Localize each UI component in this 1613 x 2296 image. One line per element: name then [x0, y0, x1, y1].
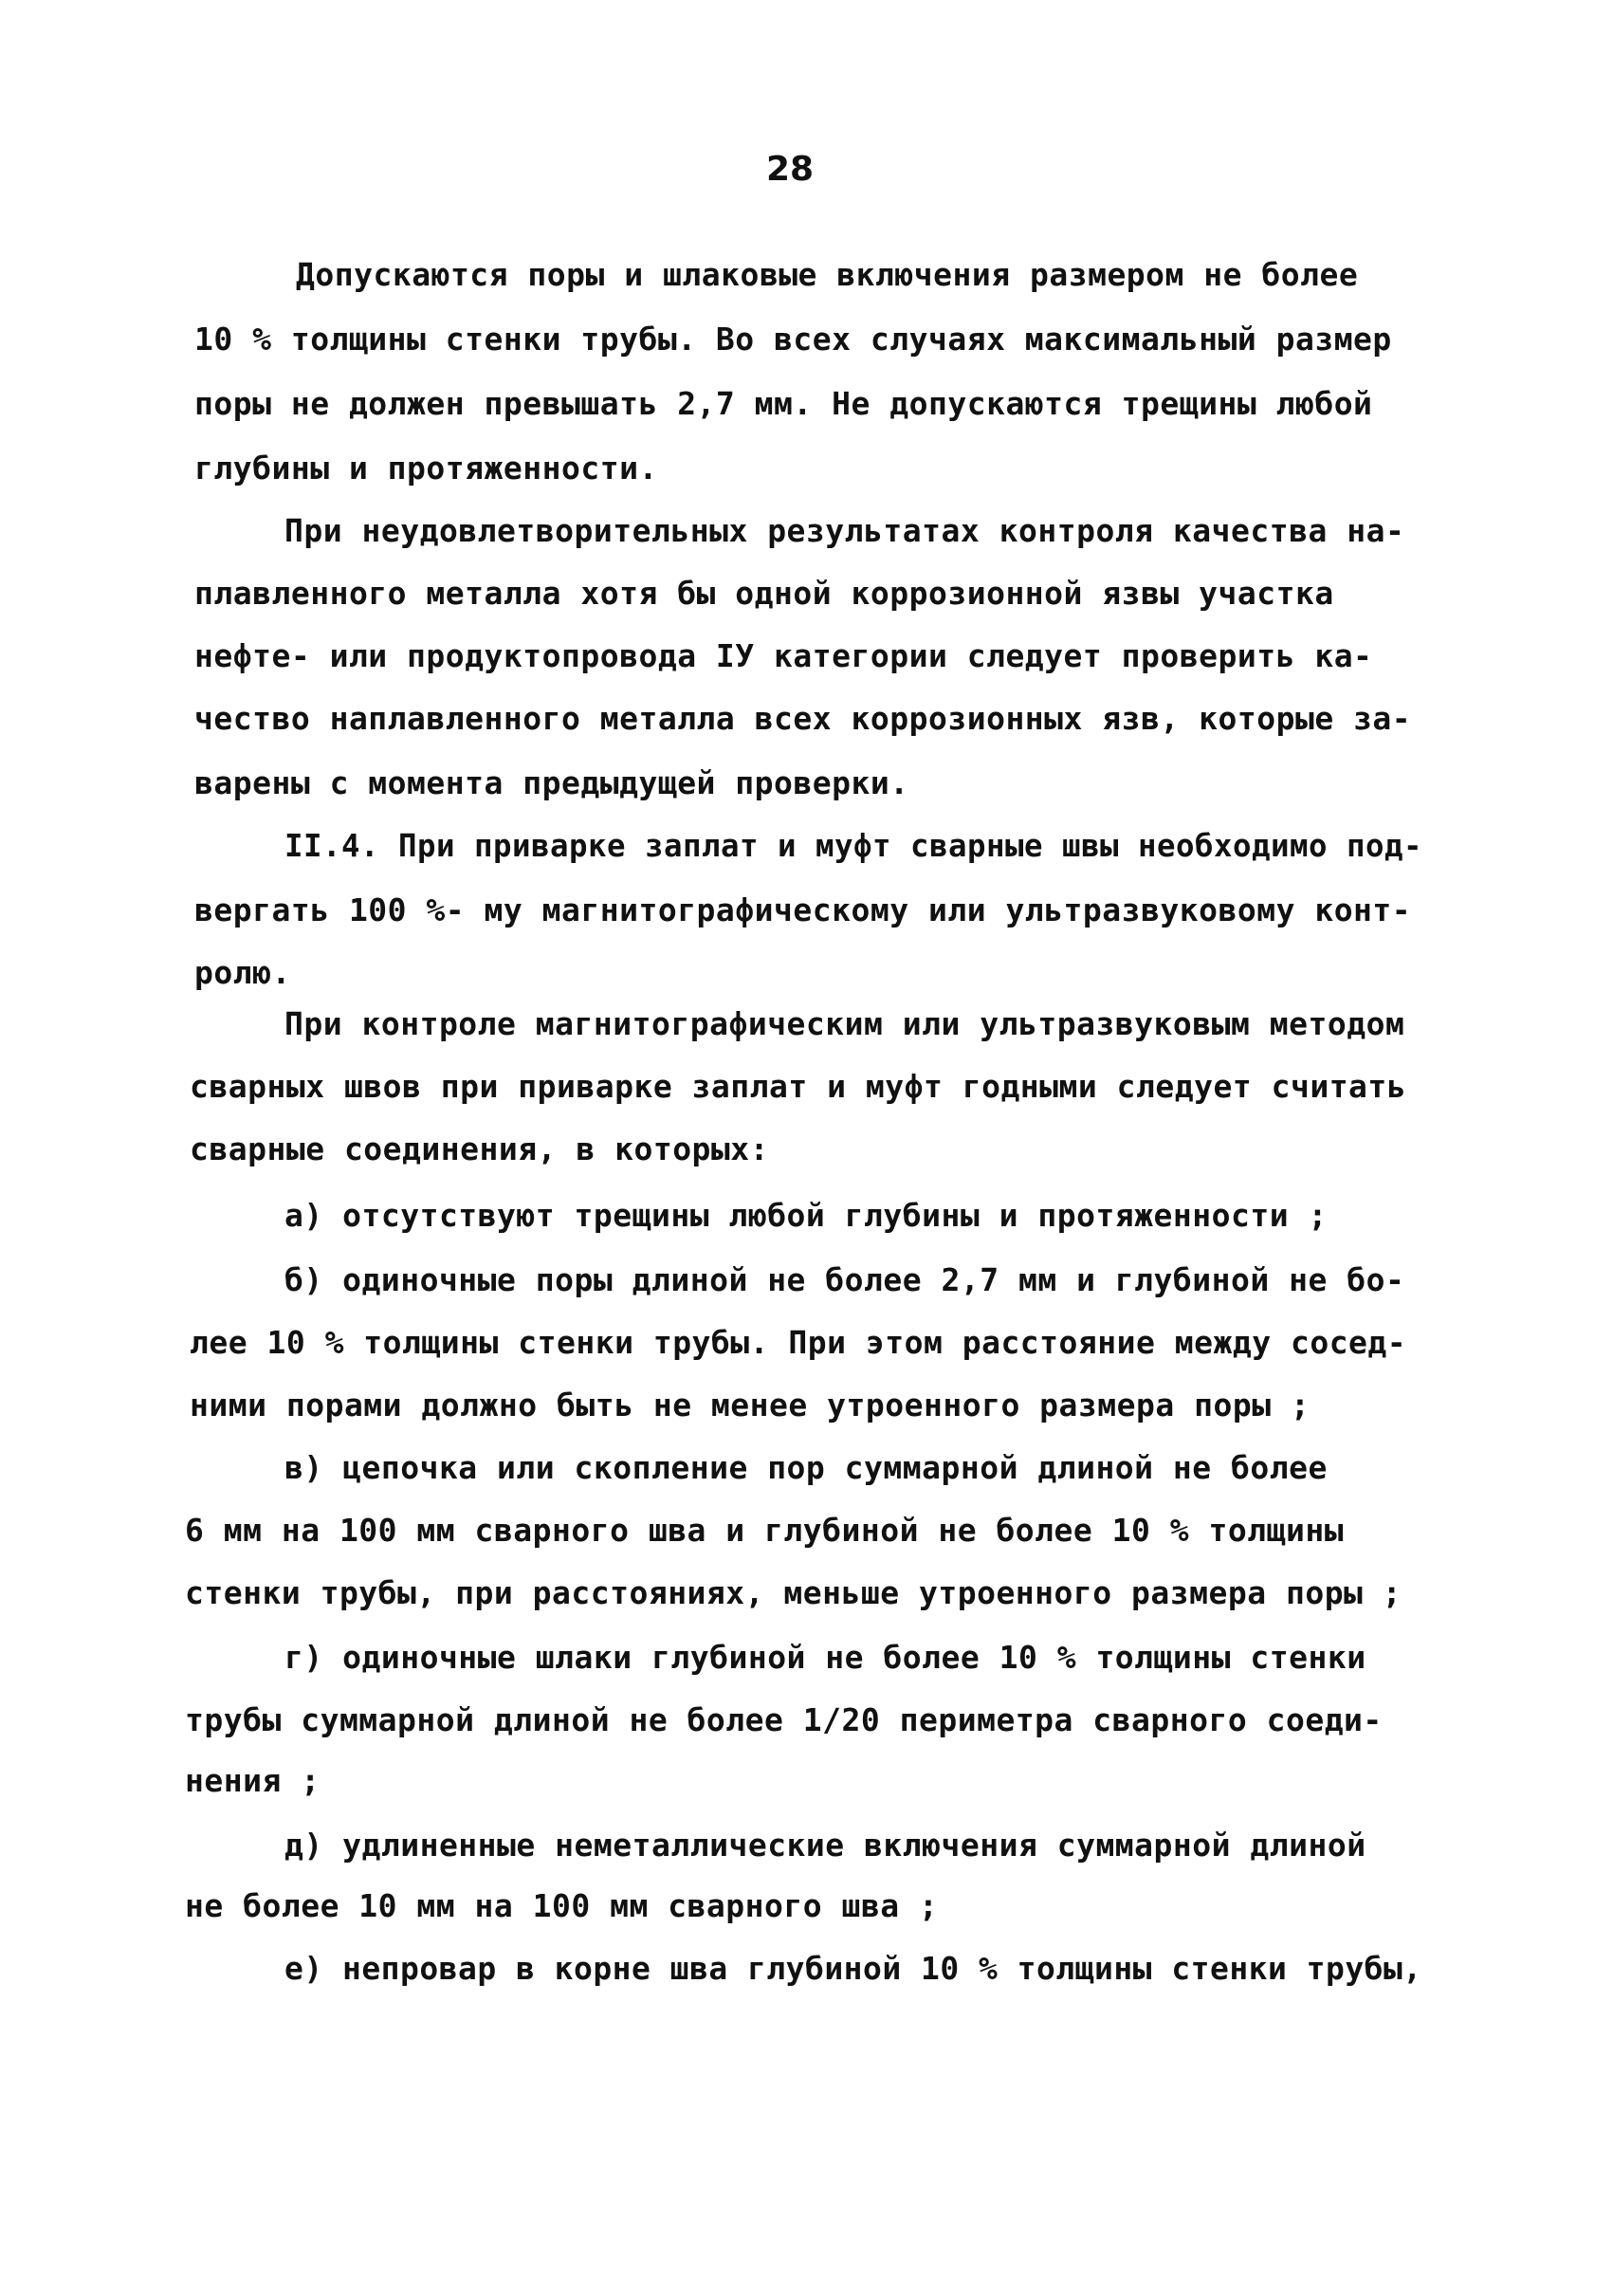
list-item: в) цепочка или скопление пор суммарной длиной не более: [284, 1449, 1328, 1486]
text-line: 6 мм на 100 мм сварного шва и глубиной не более 10 % толщины: [185, 1512, 1345, 1549]
text-line: чество наплавленного металла всех коррозионных язв, которые за-: [194, 700, 1412, 737]
page-number: 28: [766, 150, 815, 189]
text-line: При неудовлетворительных результатах контроля качества на-: [284, 512, 1405, 549]
text-line: поры не должен превышать 2,7 мм. Не допускаются трещины любой: [194, 385, 1373, 422]
list-item: г) одиночные шлаки глубиной не более 10 % толщины стенки: [284, 1639, 1366, 1676]
text-line: вергать 100 %- му магнитографическому или ультразвуковому конт-: [194, 891, 1412, 928]
text-line: глубины и протяженности.: [194, 450, 658, 487]
text-line: 10 % толщины стенки трубы. Во всех случаях максимальный размер: [194, 321, 1392, 358]
text-line: лее 10 % толщины стенки трубы. При этом расстояние между сосед-: [190, 1324, 1407, 1361]
text-line: ними порами должно быть не менее утроенного размера поры ;: [190, 1387, 1311, 1424]
text-line: нефте- или продуктопровода IУ категории следует проверить ка-: [194, 637, 1373, 674]
text-line: сварных швов при приварке заплат и муфт годными следует считать: [190, 1068, 1407, 1105]
text-line: сварные соединения, в которых:: [190, 1130, 770, 1167]
text-line: плавленного металла хотя бы одной коррозионной язвы участка: [194, 575, 1334, 612]
text-line: нения ;: [185, 1762, 321, 1799]
text-line: стенки трубы, при расстояниях, меньше утроенного размера поры ;: [185, 1574, 1402, 1611]
list-item: б) одиночные поры длиной не более 2,7 мм и глубиной не бо-: [284, 1261, 1405, 1298]
text-line: не более 10 мм на 100 мм сварного шва ;: [185, 1887, 939, 1924]
text-line: варены с момента предыдущей проверки.: [194, 764, 909, 801]
text-line: трубы суммарной длиной не более 1/20 периметра сварного соеди-: [185, 1701, 1383, 1738]
list-item: е) непровар в корне шва глубиной 10 % толщины стенки трубы,: [284, 1950, 1422, 1987]
list-item: а) отсутствуют трещины любой глубины и протяженности ;: [284, 1197, 1328, 1234]
text-line: При контроле магнитографическим или ультразвуковым методом: [284, 1005, 1405, 1042]
text-line: II.4. При приварке заплат и муфт сварные швы необходимо под-: [284, 827, 1423, 864]
text-line: ролю.: [194, 954, 291, 991]
text-line: Допускаются поры и шлаковые включения размером не более: [296, 256, 1359, 293]
list-item: д) удлиненные неметаллические включения суммарной длиной: [284, 1827, 1366, 1864]
